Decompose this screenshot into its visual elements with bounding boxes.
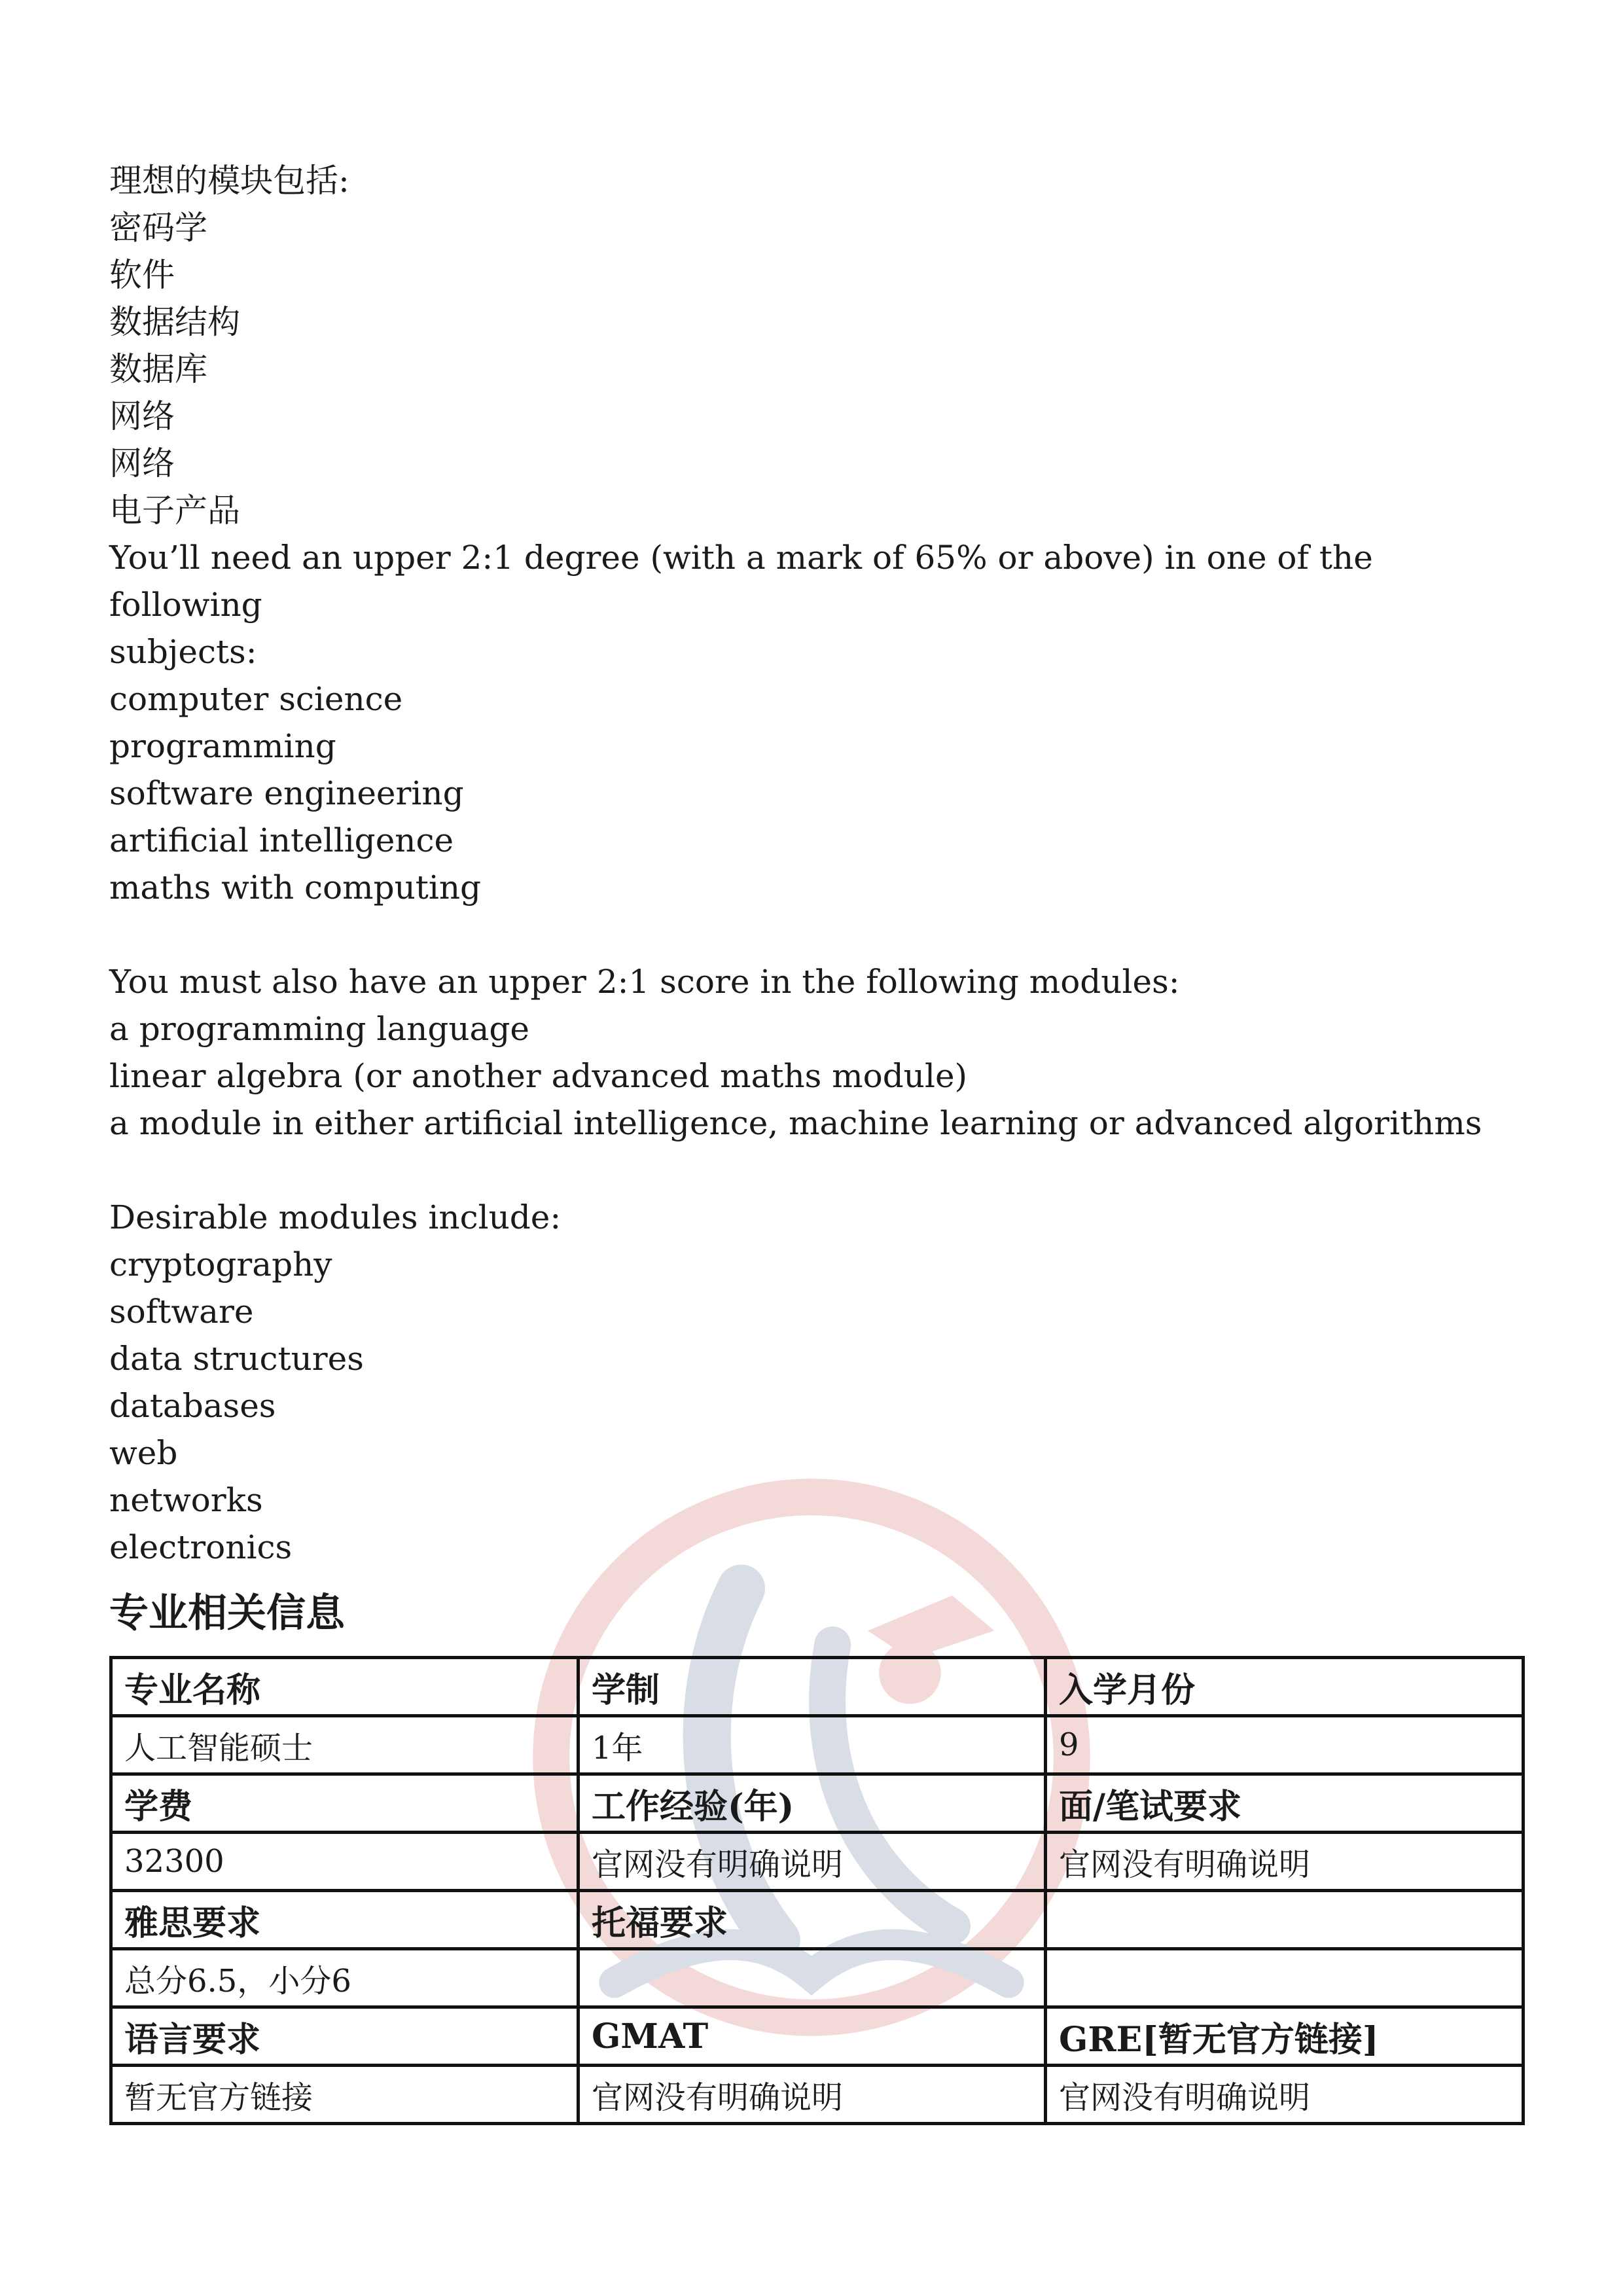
- text-line: electronics: [109, 1528, 293, 1566]
- text-line: a programming language: [109, 1010, 529, 1048]
- table-cell: 9: [1046, 1716, 1524, 1774]
- text-line: web: [109, 1434, 178, 1472]
- table-row: [111, 1833, 1524, 1891]
- table-cell: 官网没有明确说明: [1046, 1833, 1524, 1891]
- text-line: networks: [109, 1481, 263, 1519]
- text-line: software: [109, 1293, 254, 1331]
- table-header-cell: 托福要求: [579, 1891, 1046, 1949]
- text-line: Desirable modules include:: [109, 1198, 562, 1236]
- text-line: You’ll need an upper 2:1 degree (with a mark of 65% or above) in one of the following: [109, 539, 1383, 624]
- table-header-cell: GMAT: [579, 2007, 1046, 2066]
- table-row: [111, 1891, 1524, 1949]
- text-line: maths with computing: [109, 869, 482, 906]
- table-header-cell: 面/笔试要求: [1046, 1774, 1524, 1833]
- table-row: [111, 1658, 1524, 1716]
- table-header-cell: 雅思要求: [111, 1891, 579, 1949]
- text-line: You must also have an upper 2:1 score in the following modules:: [109, 963, 1180, 1001]
- table-header-cell: 工作经验(年): [579, 1774, 1046, 1833]
- table-row: [111, 2066, 1524, 2124]
- table-cell: 1年: [579, 1716, 1046, 1774]
- text-line: 数据结构: [109, 303, 240, 341]
- table-header-cell: 学费: [111, 1774, 579, 1833]
- text-line: linear algebra (or another advanced maths module): [109, 1057, 968, 1095]
- table-cell: 人工智能硕士: [111, 1716, 579, 1774]
- table-cell: [1046, 1949, 1524, 2007]
- text-line: 网络: [109, 444, 175, 482]
- table-cell: 32300: [111, 1833, 579, 1891]
- table-row: [111, 2007, 1524, 2066]
- text-line: 电子产品: [109, 492, 240, 529]
- text-line: 数据库: [109, 350, 207, 388]
- text-line: computer science: [109, 680, 403, 718]
- text-line: subjects:: [109, 633, 257, 671]
- table-cell: 暂无官方链接: [111, 2066, 579, 2124]
- section-title: 专业相关信息: [109, 1590, 345, 1636]
- table-cell: [579, 1949, 1046, 2007]
- table-cell: 官网没有明确说明: [579, 2066, 1046, 2124]
- table-header-cell: 专业名称: [111, 1658, 579, 1716]
- text-line: 网络: [109, 397, 175, 435]
- text-line: a module in either artificial intelligence, machine learning or advanced algorithms: [109, 1104, 1482, 1142]
- table-row: [111, 1774, 1524, 1833]
- blank-line: [109, 911, 1523, 958]
- text-line: cryptography: [109, 1246, 332, 1283]
- program-info-table: [109, 1656, 1525, 2125]
- text-line: 软件: [109, 256, 175, 294]
- table-cell: 官网没有明确说明: [579, 1833, 1046, 1891]
- table-header-cell: 学制: [579, 1658, 1046, 1716]
- text-line: programming: [109, 727, 336, 765]
- text-line: data structures: [109, 1340, 364, 1378]
- table-header-cell: GRE[暂无官方链接]: [1046, 2007, 1524, 2066]
- requirements-text: [109, 157, 1523, 1571]
- blank-line: [109, 1147, 1523, 1194]
- table-header-cell: 入学月份: [1046, 1658, 1524, 1716]
- table-header-cell: 语言要求: [111, 2007, 579, 2066]
- text-line: 理想的模块包括:: [109, 162, 349, 200]
- text-line: 密码学: [109, 209, 207, 247]
- table-header-cell: [1046, 1891, 1524, 1949]
- table-row: [111, 1949, 1524, 2007]
- table-cell: 总分6.5，小分6: [111, 1949, 579, 2007]
- text-line: databases: [109, 1387, 276, 1425]
- table-cell: 官网没有明确说明: [1046, 2066, 1524, 2124]
- table-row: [111, 1716, 1524, 1774]
- text-line: software engineering: [109, 774, 464, 812]
- text-line: artificial intelligence: [109, 821, 454, 859]
